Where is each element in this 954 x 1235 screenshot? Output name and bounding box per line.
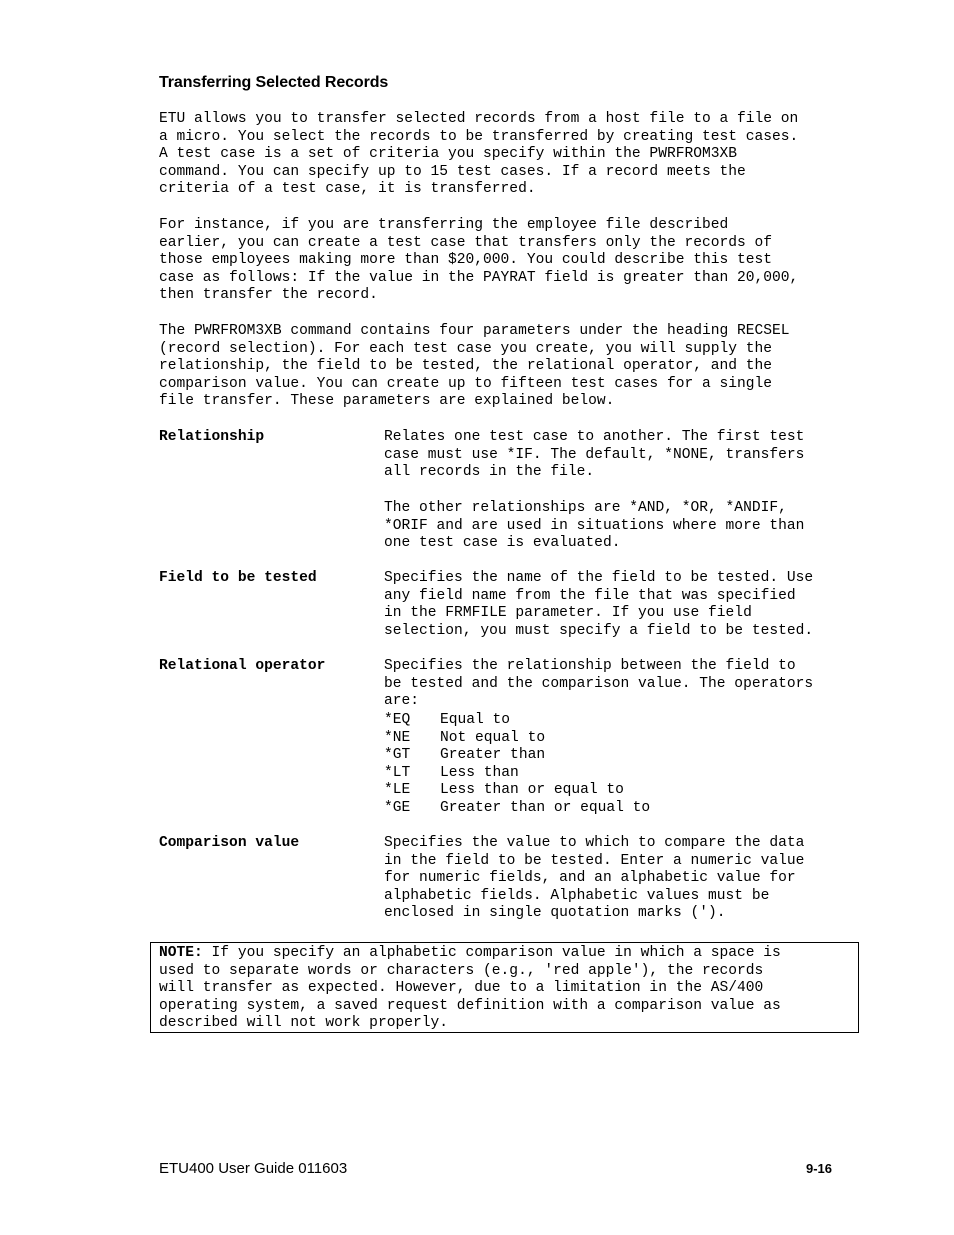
relationship-description-continued: The other relationships are *AND, *OR, *ANDIF, *ORIF and are used in situations where more than one test case is evaluated. — [384, 500, 805, 552]
operator-label: Equal to — [440, 712, 511, 728]
field-term: Field to be tested — [159, 570, 317, 586]
operator-row — [384, 800, 650, 818]
comparison-description: Specifies the value to which to compare the data in the field to be tested. Enter a numeric value for numeric fields, and an alphabetic value for alphabetic fields. Alphabetic values must be enclosed in single quotation marks ('). — [384, 835, 805, 922]
operator-list — [384, 712, 650, 818]
operator-row — [384, 765, 650, 783]
operator-code: *LT — [384, 764, 411, 781]
note-text — [159, 945, 781, 1033]
note-box — [150, 942, 859, 1033]
operator-term: Relational operator — [159, 658, 326, 674]
comparison-term: Comparison value — [159, 835, 300, 851]
parameters-paragraph: The PWRFROM3XB command contains four parameters under the heading RECSEL (record selection). For each test case you create, you will supply the relationship, the field to be tested, the relational operator, and the comparison value. You can create up to fifteen test cases for a single file transfer. These parameters are explained below. — [159, 323, 790, 410]
intro-paragraph: ETU allows you to transfer selected records from a host file to a file on a micro. You select the records to be transferred by creating test cases. A test case is a set of criteria you specify within the PWRFROM3XB command. You can specify up to 15 test cases. If a record meets the criteria of a test case, it is transferred. — [159, 111, 799, 198]
operator-row — [384, 712, 650, 730]
operator-code: *GE — [384, 799, 411, 816]
operator-row — [384, 747, 650, 765]
operator-label: Less than or equal to — [440, 782, 624, 799]
operator-code: *LE — [384, 782, 411, 799]
section-heading: Transferring Selected Records — [159, 74, 389, 91]
operator-label: Greater than — [440, 747, 546, 764]
example-paragraph: For instance, if you are transferring the employee file described earlier, you can create a test case that transfers only the records of those employees making more than $20,000. You could describe this test case as follows: If the value in the PAYRAT field is greater than 20,000, then transfer the record. — [159, 217, 799, 304]
operator-description: Specifies the relationship between the field to be tested and the comparison value. The operators are: — [384, 658, 814, 710]
operator-code: *EQ — [384, 712, 411, 728]
operator-row — [384, 730, 650, 748]
page-number: 9-16 — [806, 1161, 833, 1176]
relationship-term: Relationship — [159, 429, 265, 445]
operator-row — [384, 782, 650, 800]
operator-label: Greater than or equal to — [440, 799, 651, 816]
note-label: NOTE: — [159, 945, 203, 961]
footer-guide-title: ETU400 User Guide 011603 — [159, 1160, 348, 1177]
operator-label: Not equal to — [440, 729, 546, 746]
operator-label: Less than — [440, 764, 519, 781]
operator-code: *NE — [384, 729, 411, 746]
relationship-description: Relates one test case to another. The first test case must use *IF. The default, *NONE, transfers all records in the file. — [384, 429, 805, 481]
operator-code: *GT — [384, 747, 411, 764]
note-body: If you specify an alphabetic comparison value in which a space is used to separate words or characters (e.g., 'red apple'), the records will transfer as expected. However, due to a limitation in the AS/400 operating system, a saved request definition with a comparison value as described will not work properly. — [159, 945, 781, 1032]
field-description: Specifies the name of the field to be tested. Use any field name from the file that was specified in the FRMFILE parameter. If you use field selection, you must specify a field to be tested. — [384, 570, 814, 639]
